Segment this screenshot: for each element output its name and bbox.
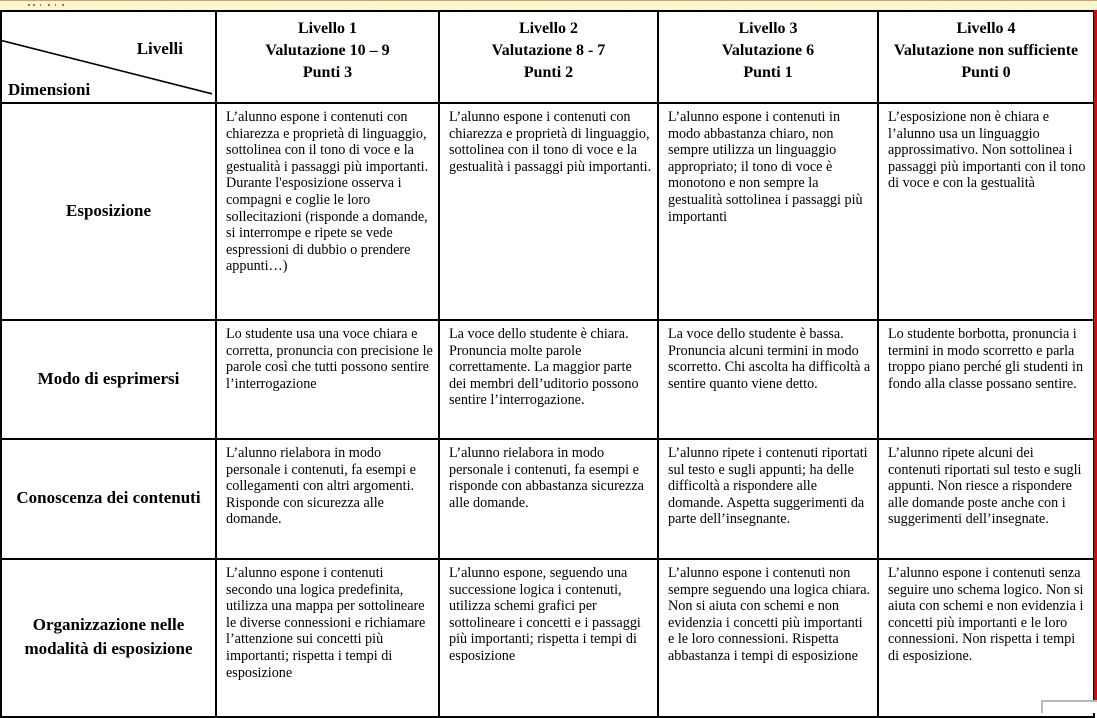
header-row	[1, 11, 1094, 103]
level-valutazione: Valutazione non sufficiente	[893, 42, 1079, 59]
descriptor-cell	[439, 320, 658, 439]
descriptor-cell	[439, 559, 658, 717]
dimension-label: Esposizione	[65, 200, 152, 220]
dimension-cell-esposizione	[1, 103, 216, 320]
dimension-cell-modo-di-esprimersi	[1, 320, 216, 439]
descriptor-cell	[878, 439, 1094, 559]
descriptor-text: L’alunno espone i contenuti secondo una logica predefinita, utilizza una mappa per sottolineare le diverse connessioni e richiamare l’attenzione sui concetti più importanti; rispetta i tempi di esposizione	[226, 565, 426, 681]
descriptor-cell	[216, 559, 439, 717]
highlight-strip	[0, 0, 1097, 10]
level-title: Livello 1	[297, 20, 358, 37]
descriptor-text: L’esposizione non è chiara e l’alunno usa un linguaggio approssimativo. Non sottolinea i passaggi più importanti con il tono di voce e con la gestualità	[888, 109, 1086, 192]
header-cell-level-1	[216, 11, 439, 103]
rubric-table	[0, 10, 1095, 718]
level-punti: Punti 0	[961, 64, 1011, 81]
corner-label-livelli: Livelli	[136, 39, 183, 58]
dimension-label: Modo di esprimersi	[37, 368, 180, 388]
dimension-label: Organizzazione nelle modalità di esposizione	[24, 615, 193, 658]
descriptor-text: La voce dello studente è bassa. Pronuncia alcuni termini in modo scorretto. Chi ascolta ha difficoltà a sentire quanto viene detto.	[668, 326, 871, 392]
descriptor-cell	[658, 320, 878, 439]
descriptor-text: L’alunno espone i contenuti non sempre seguendo una logica chiara. Non si aiuta con schemi e non evidenzia i concetti più importanti e le loro connessioni. Rispetta abbastanza i tempi di esposizione	[668, 565, 871, 664]
level-punti: Punti 2	[523, 64, 574, 81]
level-title: Livello 3	[738, 20, 798, 37]
descriptor-text: L’alunno espone i contenuti con chiarezza e proprietà di linguaggio, sottolinea con il tono di voce e la gestualità i passaggi più importanti.	[449, 109, 652, 175]
level-title: Livello 4	[956, 20, 1016, 37]
descriptor-text: L’alunno espone i contenuti senza seguire uno schema logico. Non si aiuta con schemi e non evidenzia i concetti più importanti e le loro connessioni. Non rispetta i tempi di esposizione.	[888, 565, 1084, 664]
table-row	[1, 320, 1094, 439]
table-row	[1, 103, 1094, 320]
level-valutazione: Valutazione 6	[721, 42, 815, 59]
descriptor-text: L’alunno ripete i contenuti riportati sul testo e sugli appunti; ha delle difficoltà a rispondere alle domande. Aspetta suggerimenti da parte dell’insegnante.	[668, 445, 868, 528]
descriptor-text: L’alunno ripete alcuni dei contenuti riportati sul testo e sugli appunti. Non riesce a rispondere alle domande poste anche con i suggerimenti dell’insegnate.	[888, 445, 1082, 528]
descriptor-cell	[216, 103, 439, 320]
dimension-label: Conoscenza dei contenuti	[16, 488, 201, 507]
overlapping-box	[1041, 700, 1097, 713]
descriptor-text: Lo studente borbotta, pronuncia i termini in modo scorretto e parla troppo piano perché gli studenti in fondo alla classe possano sentire.	[888, 326, 1084, 392]
descriptor-cell	[658, 439, 878, 559]
descriptor-cell	[878, 559, 1094, 717]
corner-cell	[1, 11, 216, 103]
dimension-cell-organizzazione	[1, 559, 216, 717]
level-punti: Punti 3	[302, 64, 353, 81]
table-row	[1, 439, 1094, 559]
table-row	[1, 559, 1094, 717]
descriptor-cell	[439, 439, 658, 559]
level-title: Livello 2	[518, 20, 579, 37]
descriptor-text: L’alunno espone, seguendo una successione logica i contenuti, utilizza schemi grafici per sottolineare i concetti e i passaggi più importanti; rispetta i tempi di esposizione	[449, 565, 641, 664]
descriptor-cell	[878, 103, 1094, 320]
descriptor-cell	[439, 103, 658, 320]
descriptor-text: L’alunno rielabora in modo personale i contenuti, fa esempi e collegamenti con altri argomenti. Risponde con sicurezza alle domande.	[226, 445, 416, 528]
level-valutazione: Valutazione 8 - 7	[491, 42, 606, 59]
clipped-text-fragment	[28, 1, 68, 10]
header-cell-level-4	[878, 11, 1094, 103]
descriptor-cell	[658, 103, 878, 320]
header-cell-level-2	[439, 11, 658, 103]
descriptor-text: Lo studente usa una voce chiara e corretta, pronuncia con precisione le parole così che tutti possono sentire l’interrogazione	[226, 326, 433, 392]
level-punti: Punti 1	[743, 64, 793, 81]
descriptor-text: L’alunno rielabora in modo personale i contenuti, fa esempi e risponde con abbastanza sicurezza alle domande.	[449, 445, 644, 511]
descriptor-text: L’alunno espone i contenuti con chiarezza e proprietà di linguaggio, sottolinea con il tono di voce e la gestualità i passaggi più importanti. Durante l'esposizione osserva i compagni e coglie le loro sollecitazioni (risponde a domande, si interrompe e ripete se vede espressioni di dubbio o prendere appunti…)	[226, 109, 429, 275]
descriptor-cell	[658, 559, 878, 717]
corner-label-dimensioni: Dimensioni	[8, 80, 91, 99]
level-valutazione: Valutazione 10 – 9	[265, 42, 390, 59]
header-cell-level-3	[658, 11, 878, 103]
dimension-cell-conoscenza-dei-contenuti	[1, 439, 216, 559]
descriptor-text: La voce dello studente è chiara. Pronuncia molte parole correttamente. La maggior parte dei membri dell’uditorio possono sentire l’interrogazione.	[449, 326, 639, 409]
descriptor-text: L’alunno espone i contenuti in modo abbastanza chiaro, non sempre utilizza un linguaggio appropriato; il tono di voce è monotono e non sempre la gestualità sottolinea i passaggi più importanti	[668, 109, 863, 225]
descriptor-cell	[878, 320, 1094, 439]
descriptor-cell	[216, 439, 439, 559]
descriptor-cell	[216, 320, 439, 439]
